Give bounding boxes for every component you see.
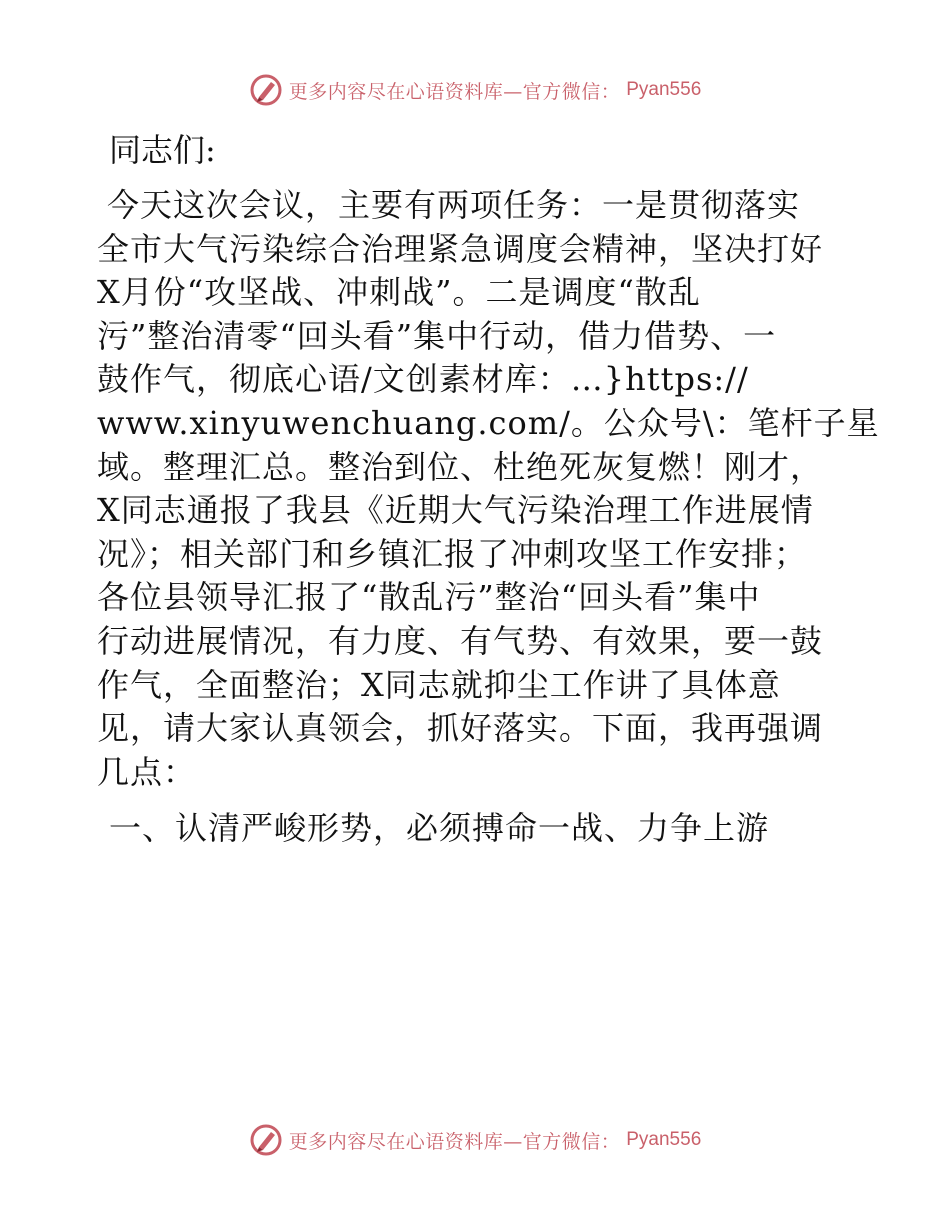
paragraph-line: 几点： xyxy=(97,752,197,791)
paragraph-line: www.xinyuwenchuang.com/。公众号\：笔杆子星 xyxy=(97,403,880,442)
watermark-account: Pyan556 xyxy=(626,79,702,100)
paragraph-line: 况》；相关部门和乡镇汇报了冲刺攻坚工作安排； xyxy=(97,534,808,573)
paragraph-line: 全市大气污染综合治理紧急调度会精神，坚决打好 xyxy=(97,229,824,268)
paragraph-line: 见，请大家认真领会，抓好落实。下面，我再强调 xyxy=(97,709,824,748)
pen-circle-icon xyxy=(249,73,283,107)
watermark-brand-text: 更多内容尽在心语资料库—官方微信： xyxy=(288,1130,621,1153)
salutation: 同志们: xyxy=(109,131,216,169)
paragraph-line: 鼓作气，彻底心语/文创素材库：…}https:// xyxy=(97,360,749,399)
paragraph-line: 各位县领导汇报了“散乱污”整治“回头看”集中 xyxy=(97,578,761,617)
section-heading: 一、认清严峻形势，必须搏命一战、力争上游 xyxy=(109,809,770,848)
paragraph-line: X同志通报了我县《近期大气污染治理工作进展情 xyxy=(97,491,814,530)
paragraph-line: 污”整治清零“回头看”集中行动，借力借势、一 xyxy=(97,316,777,355)
pen-circle-icon xyxy=(249,1123,283,1157)
paragraph-line: X月份“攻坚战、冲刺战”。二是调度“散乱 xyxy=(97,273,701,312)
paragraph-line: 域。整理汇总。整治到位、杜绝死灰复燃！刚才， xyxy=(97,447,824,486)
watermark-banner-top xyxy=(0,70,950,110)
paragraph-line: 作气，全面整治；X同志就抑尘工作讲了具体意 xyxy=(97,665,781,704)
watermark-account: Pyan556 xyxy=(626,1129,702,1150)
watermark-brand-text: 更多内容尽在心语资料库—官方微信： xyxy=(288,80,621,103)
watermark-banner-bottom xyxy=(0,1120,950,1160)
paragraph-line: 今天这次会议，主要有两项任务：一是贯彻落实 xyxy=(107,186,801,224)
paragraph-line: 行动进展情况，有力度、有气势、有效果，要一鼓 xyxy=(97,621,824,660)
paragraph xyxy=(97,184,880,794)
document-body xyxy=(97,128,880,850)
